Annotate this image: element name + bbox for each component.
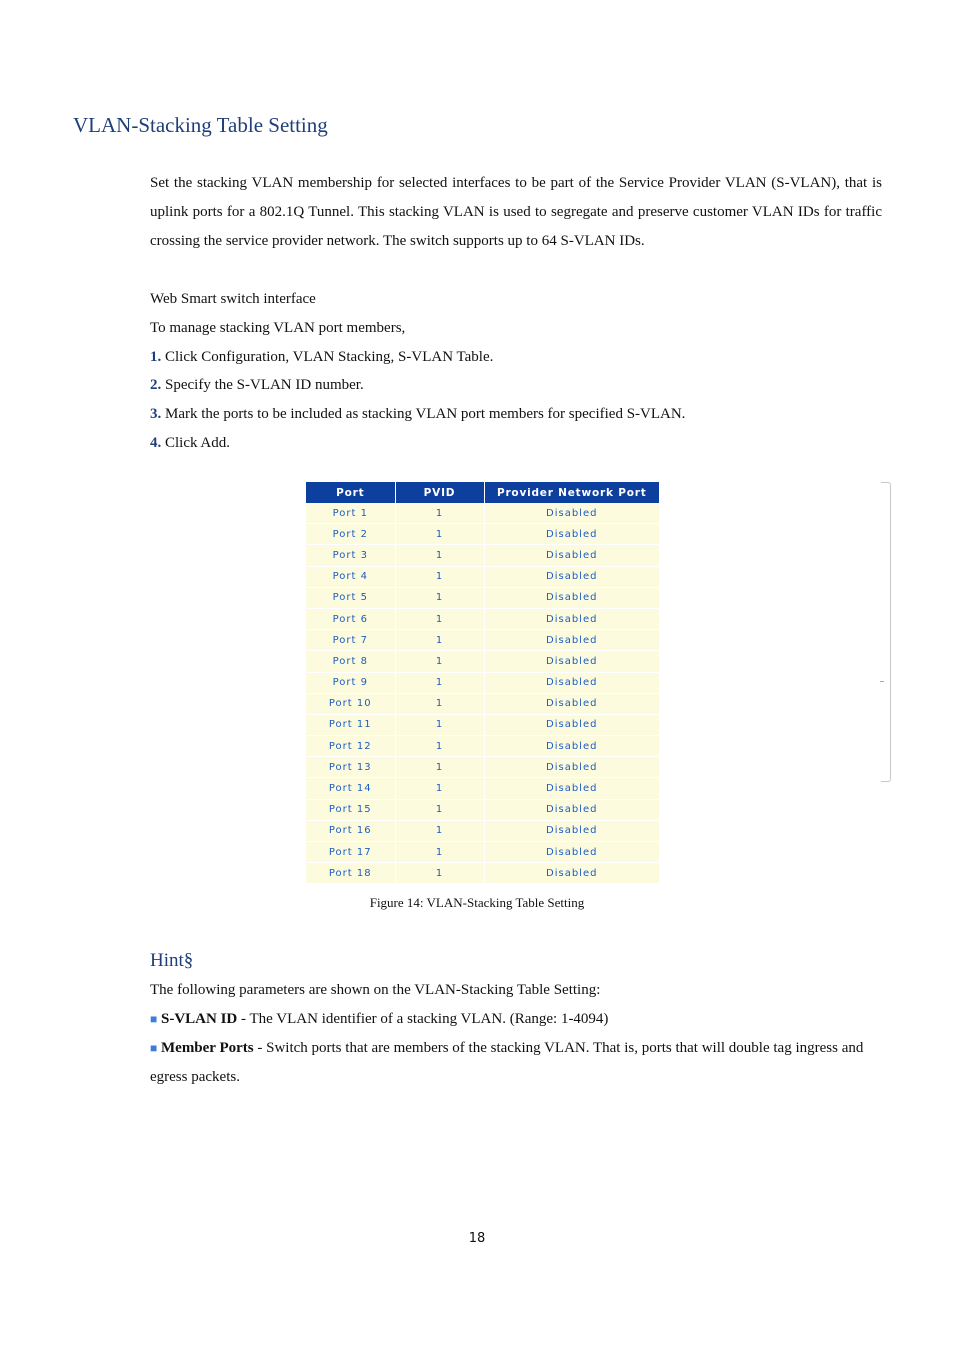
bullet-icon: ■	[150, 1012, 158, 1026]
column-header-pvid: PVID	[395, 482, 484, 503]
cell-provider-network-port: Disabled	[484, 524, 659, 545]
cell-provider-network-port: Disabled	[484, 799, 659, 820]
cell-port: Port 15	[306, 799, 395, 820]
table-row	[306, 714, 659, 735]
hint-body	[150, 976, 890, 1092]
cell-port: Port 1	[306, 503, 395, 524]
cell-pvid: 1	[395, 566, 484, 587]
scrollbar-marker	[880, 681, 884, 682]
column-header-provider-network-port: Provider Network Port	[484, 482, 659, 503]
cell-pvid: 1	[395, 503, 484, 524]
page-number: 18	[468, 1231, 486, 1246]
hint-desc: - The VLAN identifier of a stacking VLAN. (Range: 1-4094)	[237, 1011, 609, 1027]
step-number: 3.	[150, 406, 162, 423]
cell-port: Port 14	[306, 778, 395, 799]
cell-port: Port 9	[306, 672, 395, 693]
cell-provider-network-port: Disabled	[484, 820, 659, 841]
table-body	[306, 503, 659, 884]
table-row	[306, 630, 659, 651]
vlan-stacking-table-figure	[306, 482, 659, 884]
cell-provider-network-port: Disabled	[484, 757, 659, 778]
cell-port: Port 11	[306, 714, 395, 735]
cell-provider-network-port: Disabled	[484, 630, 659, 651]
table-row	[306, 524, 659, 545]
cell-pvid: 1	[395, 545, 484, 566]
hint-item-member-ports	[150, 1034, 890, 1092]
table-row	[306, 778, 659, 799]
table-row	[306, 799, 659, 820]
step-number: 1.	[150, 348, 162, 365]
cell-port: Port 5	[306, 587, 395, 608]
cell-provider-network-port: Disabled	[484, 651, 659, 672]
step-text: Specify the S-VLAN ID number.	[161, 377, 364, 394]
table-row	[306, 608, 659, 629]
step-1	[150, 343, 890, 372]
cell-provider-network-port: Disabled	[484, 842, 659, 863]
section-title: VLAN-Stacking Table Setting	[73, 113, 328, 137]
cell-port: Port 3	[306, 545, 395, 566]
cell-pvid: 1	[395, 820, 484, 841]
cell-port: Port 2	[306, 524, 395, 545]
cell-provider-network-port: Disabled	[484, 587, 659, 608]
intro-paragraph: Set the stacking VLAN membership for selected interfaces to be part of the Service Provider VLAN (S-VLAN), that is uplink ports for a 802.1Q Tunnel. This stacking VLAN is used to segregate and preserve customer VLAN IDs for traffic crossing the service provider network. The switch supports up to 64 S-VLAN IDs.	[150, 175, 882, 249]
cell-pvid: 1	[395, 757, 484, 778]
bullet-icon: ■	[150, 1041, 158, 1055]
cell-port: Port 16	[306, 820, 395, 841]
hint-intro: The following parameters are shown on the VLAN-Stacking Table Setting:	[150, 982, 601, 998]
cell-pvid: 1	[395, 799, 484, 820]
manage-line: To manage stacking VLAN port members,	[150, 319, 406, 336]
hint-item-svlan-id	[150, 1005, 890, 1034]
cell-pvid: 1	[395, 608, 484, 629]
table-row	[306, 820, 659, 841]
vlan-stacking-table	[306, 482, 659, 884]
cell-port: Port 8	[306, 651, 395, 672]
table-row	[306, 672, 659, 693]
cell-pvid: 1	[395, 778, 484, 799]
step-text: Click Add.	[161, 434, 231, 451]
cell-provider-network-port: Disabled	[484, 566, 659, 587]
cell-provider-network-port: Disabled	[484, 863, 659, 884]
cell-port: Port 13	[306, 757, 395, 778]
table-row	[306, 693, 659, 714]
cell-provider-network-port: Disabled	[484, 545, 659, 566]
hint-term: Member Ports	[161, 1040, 254, 1056]
table-row	[306, 587, 659, 608]
cell-port: Port 17	[306, 842, 395, 863]
step-2	[150, 371, 890, 400]
table-row	[306, 545, 659, 566]
table-row	[306, 842, 659, 863]
cell-pvid: 1	[395, 524, 484, 545]
cell-pvid: 1	[395, 630, 484, 651]
cell-pvid: 1	[395, 842, 484, 863]
cell-provider-network-port: Disabled	[484, 608, 659, 629]
cell-pvid: 1	[395, 736, 484, 757]
table-row	[306, 757, 659, 778]
table-row	[306, 651, 659, 672]
hint-title: Hint§	[150, 950, 194, 971]
cell-pvid: 1	[395, 863, 484, 884]
cell-provider-network-port: Disabled	[484, 672, 659, 693]
step-3	[150, 400, 890, 429]
figure-caption: Figure 14: VLAN-Stacking Table Setting	[369, 895, 585, 910]
table-row	[306, 503, 659, 524]
hint-term: S-VLAN ID	[161, 1011, 238, 1027]
hint-desc: - Switch ports that are members of the stacking VLAN. That is, ports that will double tag ingress and egress packets.	[150, 1040, 864, 1085]
cell-pvid: 1	[395, 651, 484, 672]
step-number: 4.	[150, 434, 162, 451]
scrollbar-track[interactable]	[881, 482, 891, 782]
cell-port: Port 4	[306, 566, 395, 587]
step-number: 2.	[150, 377, 162, 394]
step-4	[150, 429, 890, 458]
table-row	[306, 566, 659, 587]
cell-port: Port 18	[306, 863, 395, 884]
interface-label: Web Smart switch interface	[150, 291, 316, 307]
cell-pvid: 1	[395, 587, 484, 608]
table-row	[306, 863, 659, 884]
step-text: Mark the ports to be included as stacking VLAN port members for specified S-VLAN.	[161, 406, 686, 423]
cell-provider-network-port: Disabled	[484, 693, 659, 714]
cell-provider-network-port: Disabled	[484, 714, 659, 735]
cell-provider-network-port: Disabled	[484, 736, 659, 757]
cell-port: Port 12	[306, 736, 395, 757]
cell-pvid: 1	[395, 693, 484, 714]
cell-pvid: 1	[395, 714, 484, 735]
cell-port: Port 10	[306, 693, 395, 714]
cell-provider-network-port: Disabled	[484, 503, 659, 524]
cell-port: Port 6	[306, 608, 395, 629]
step-text: Click Configuration, VLAN Stacking, S-VLAN Table.	[161, 348, 494, 365]
table-header-row	[306, 482, 659, 503]
cell-port: Port 7	[306, 630, 395, 651]
table-row	[306, 736, 659, 757]
column-header-port: Port	[306, 482, 395, 503]
instructions	[150, 285, 890, 458]
cell-provider-network-port: Disabled	[484, 778, 659, 799]
cell-pvid: 1	[395, 672, 484, 693]
